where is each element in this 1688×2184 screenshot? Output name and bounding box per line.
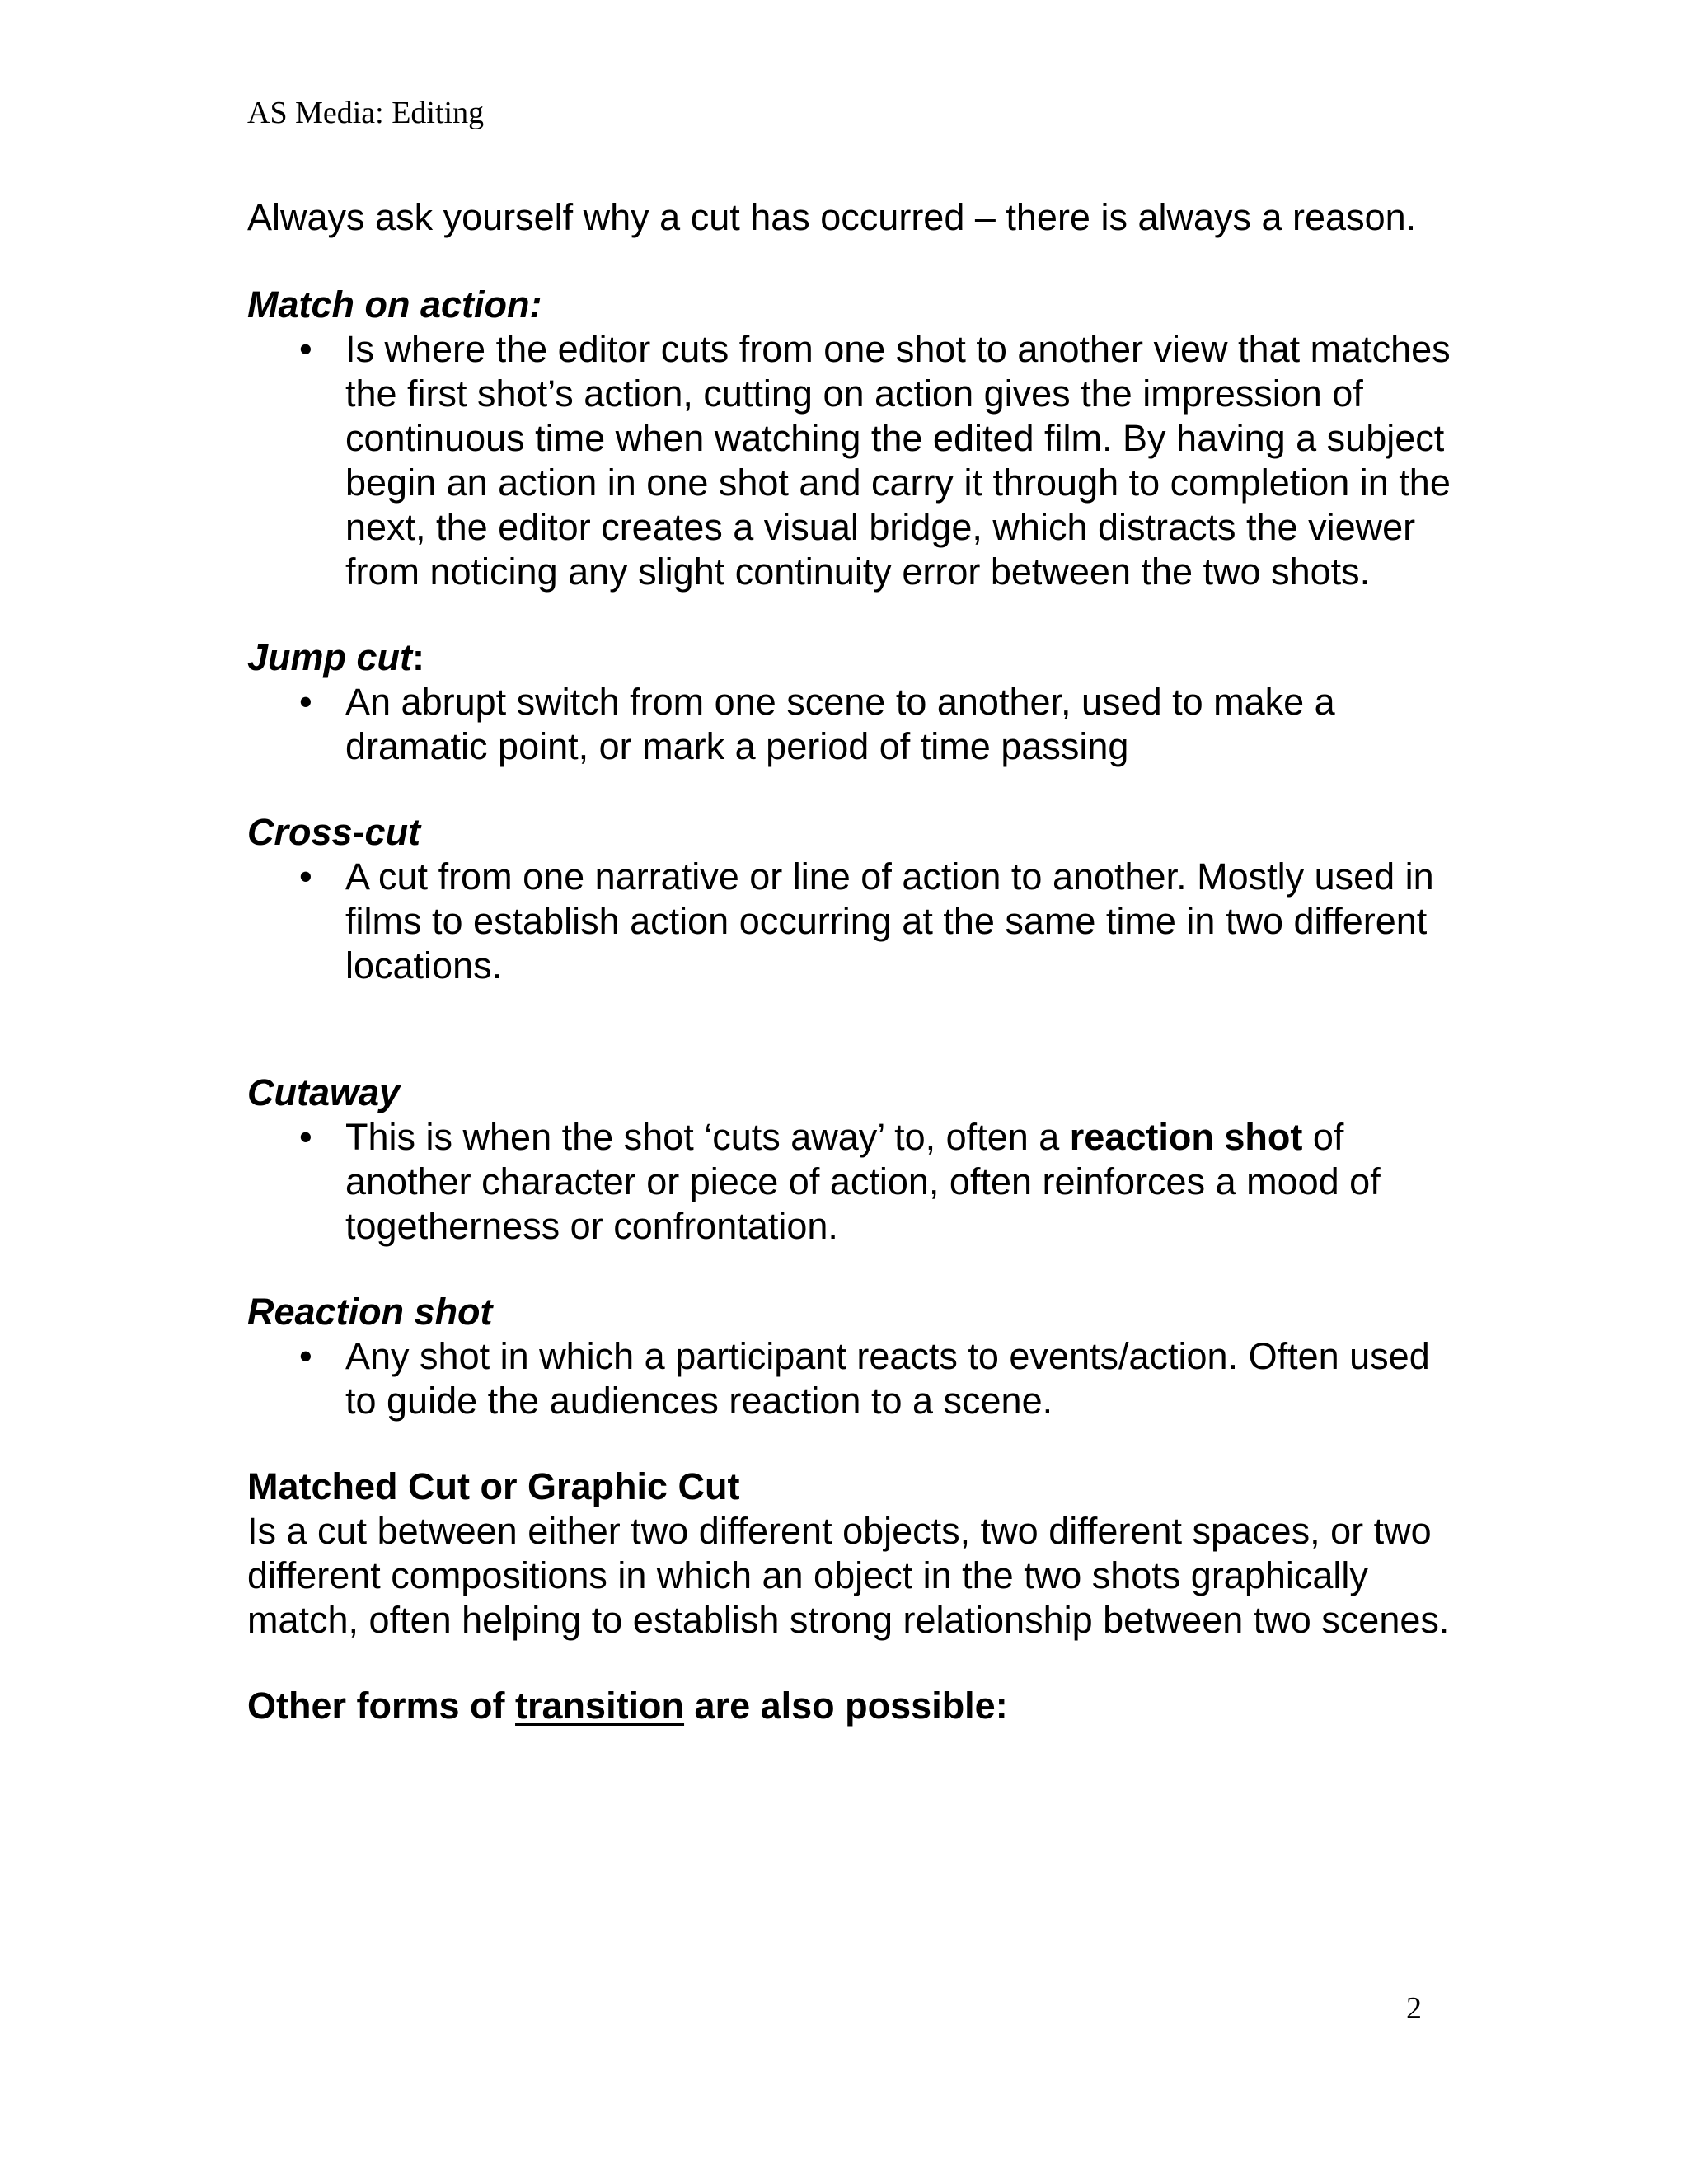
body-paragraph: Is a cut between either two different objects, two different spaces, or two different compositions in which an object in the two shots graphically match, often helping to establish strong relationship between two scenes. — [247, 1510, 1450, 1641]
section-matched-cut — [247, 1465, 1467, 1643]
bullet-list — [247, 1334, 1467, 1423]
section-match-on-action — [247, 283, 1467, 594]
section-cross-cut — [247, 810, 1467, 988]
bullet-list — [247, 327, 1467, 594]
bold-term: reaction shot — [1069, 1116, 1303, 1158]
section-heading: Cutaway — [247, 1071, 401, 1113]
list-item: • A cut from one narrative or line of action to another. Mostly used in films to establish action occurring at the same time in two different locations. — [345, 855, 1467, 988]
page-header: AS Media: Editing — [247, 96, 485, 130]
section-heading: Cross-cut — [247, 811, 421, 853]
bullet-list — [247, 680, 1467, 769]
section-heading — [247, 635, 1467, 680]
list-item — [345, 1115, 1467, 1249]
list-item: • Any shot in which a participant reacts to events/action. Often used to guide the audiences reaction to a scene. — [345, 1334, 1467, 1423]
bullet-list — [247, 855, 1467, 988]
section-heading: Reaction shot — [247, 1291, 493, 1333]
page-content — [247, 195, 1467, 1728]
intro-paragraph: Always ask yourself why a cut has occurred – there is always a reason. — [247, 196, 1417, 238]
underlined-term: transition — [515, 1685, 685, 1727]
heading-text: Other forms of — [247, 1685, 516, 1727]
bullet-text: of another character or piece of action, often reinforces a mood of togetherness or confrontation. — [345, 1116, 1381, 1247]
section-heading-text: Jump cut — [247, 636, 413, 678]
section-heading: Matched Cut or Graphic Cut — [247, 1465, 740, 1507]
list-item: • An abrupt switch from one scene to another, used to make a dramatic point, or mark a period of time passing — [345, 680, 1467, 769]
section-heading: Match on action: — [247, 284, 542, 326]
heading-colon: : — [412, 636, 425, 678]
page-number: 2 — [1406, 1991, 1422, 2026]
other-forms-heading — [247, 1684, 1467, 1728]
section-reaction-shot — [247, 1290, 1467, 1423]
list-item: • Is where the editor cuts from one shot to another view that matches the first shot’s action, cutting on action gives the impression of continuous time when watching the edited film. By having a subject begin an action in one shot and carry it through to completion in the next, the editor creates a visual bridge, which distracts the viewer from noticing any slight continuity error between the two shots. — [345, 327, 1467, 594]
bullet-text: This is when the shot ‘cuts away’ to, often a — [345, 1116, 1070, 1158]
section-cutaway — [247, 1071, 1467, 1249]
section-jump-cut — [247, 635, 1467, 769]
bullet-list — [247, 1115, 1467, 1249]
heading-text: are also possible: — [684, 1685, 1008, 1727]
